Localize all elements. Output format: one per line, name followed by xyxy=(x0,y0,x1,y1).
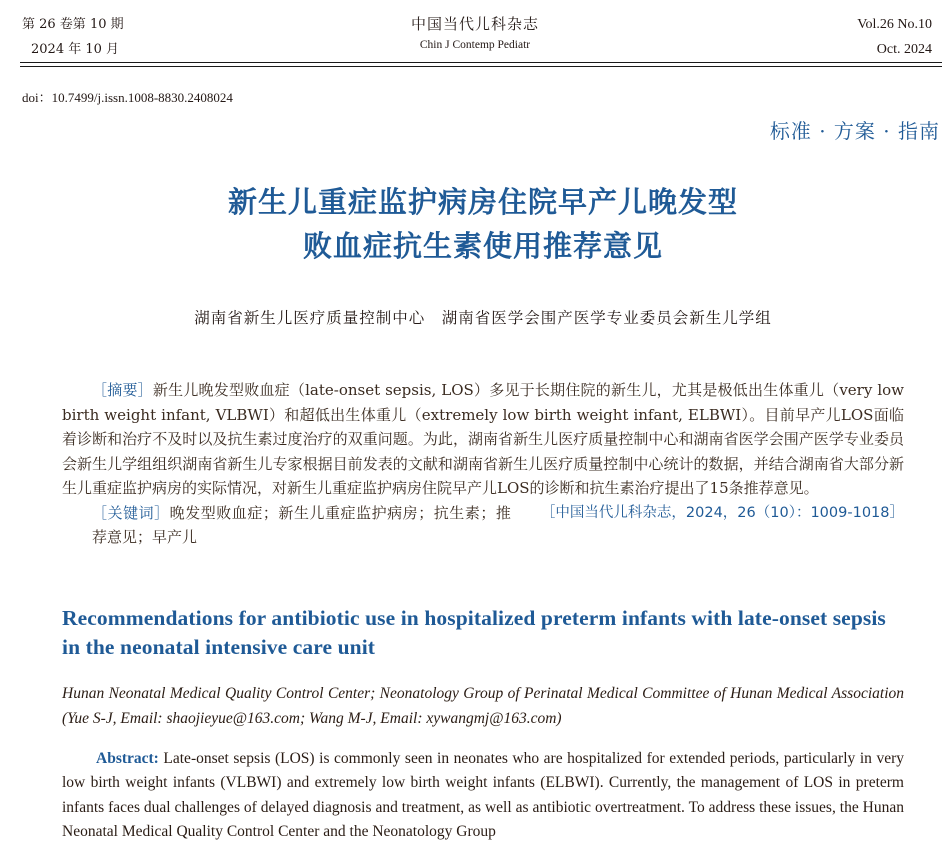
doi[interactable]: doi：10.7499/j.issn.1008-8830.2408024 xyxy=(22,90,233,105)
title-line-2: 败血症抗生素使用推荐意见 xyxy=(302,229,663,263)
title-line-1: 新生儿重症监护病房住院早产儿晚发型 xyxy=(227,185,738,219)
date-cn: 2024 年 10 月 xyxy=(31,42,120,57)
header-rule-thick xyxy=(20,62,942,63)
keywords-cn-label: ［关键词］ xyxy=(92,503,170,522)
abstract-cn-label: ［摘要］ xyxy=(92,381,153,399)
abstract-en xyxy=(62,747,904,844)
column-label: 标准 · 方案 · 指南 xyxy=(769,119,940,143)
citation: ［中国当代儿科杂志，2024，26（10）：1009-1018］ xyxy=(540,504,904,521)
journal-name-en: Chin J Contemp Pediatr xyxy=(419,39,531,51)
article-title-cn xyxy=(0,180,950,268)
header-center xyxy=(0,12,950,54)
volume-issue-en: Vol.26 No.10 xyxy=(857,17,932,32)
header-right xyxy=(857,12,932,62)
authors-cn: 湖南省新生儿医疗质量控制中心 湖南省医学会围产医学专业委员会新生儿学组 xyxy=(194,309,772,327)
journal-name-cn: 中国当代儿科杂志 xyxy=(410,15,539,33)
abstract-en-text: Late-onset sepsis (LOS) is commonly seen in neonates who are hospitalized for extended periods, particularly in very low birth weight infants (VLBWI) and extremely low birth weight infants (ELBWI). Currently, the management of LOS in preterm infants faces dual challenges of delayed diagnosis and treatment, as well as antibiotic overtreatment. To address these issues, the Hunan Neonatal Medical Quality Control Center and the Neonatology Group xyxy=(62,750,904,840)
header-rule-thin xyxy=(20,66,942,67)
volume-issue-cn: 第 26 卷第 10 期 xyxy=(22,17,124,32)
date-en: Oct. 2024 xyxy=(876,42,932,57)
affiliation-en: Hunan Neonatal Medical Quality Control Center; Neonatology Group of Perinatal Medical Committee of Hunan Medical Association (Yue S-J, Email: shaojieyue@163.com; Wang M-J, Email: xywangmj@163.com) xyxy=(62,685,904,727)
abstract-en-paragraph xyxy=(62,747,904,844)
abstract-cn xyxy=(62,378,904,550)
keywords-cn-text: 晚发型败血症；新生儿重症监护病房；抗生素；推荐意见；早产儿 xyxy=(92,503,511,546)
article-title-en: Recommendations for antibiotic use in hospitalized preterm infants with late-onset sepsis in the neonatal intensive care unit xyxy=(62,606,886,659)
abstract-cn-text: 新生儿晚发型败血症（late-onset sepsis, LOS）多见于长期住院的新生儿，尤其是极低出生体重儿（very low birth weight infant, VLBWI）和超低出生体重儿（extremely low birth weight infant, ELBWI）。目前早产儿LOS面临着诊断和治疗不及时以及抗生素过度治疗的双重问题。为此，湖南省新生儿医疗质量控制中心和湖南省医学会围产医学专业委员会新生儿学组组织湖南省新生儿专家根据目前发表的文献和湖南省新生儿医疗质量控制中心统计的数据，并结合湖南省大部分新生儿重症监护病房的实际情况，对新生儿重症监护病房住院早产儿LOS的诊断和抗生素治疗提出了15条推荐意见。 xyxy=(62,381,904,497)
abstract-en-label: Abstract: xyxy=(96,750,159,767)
